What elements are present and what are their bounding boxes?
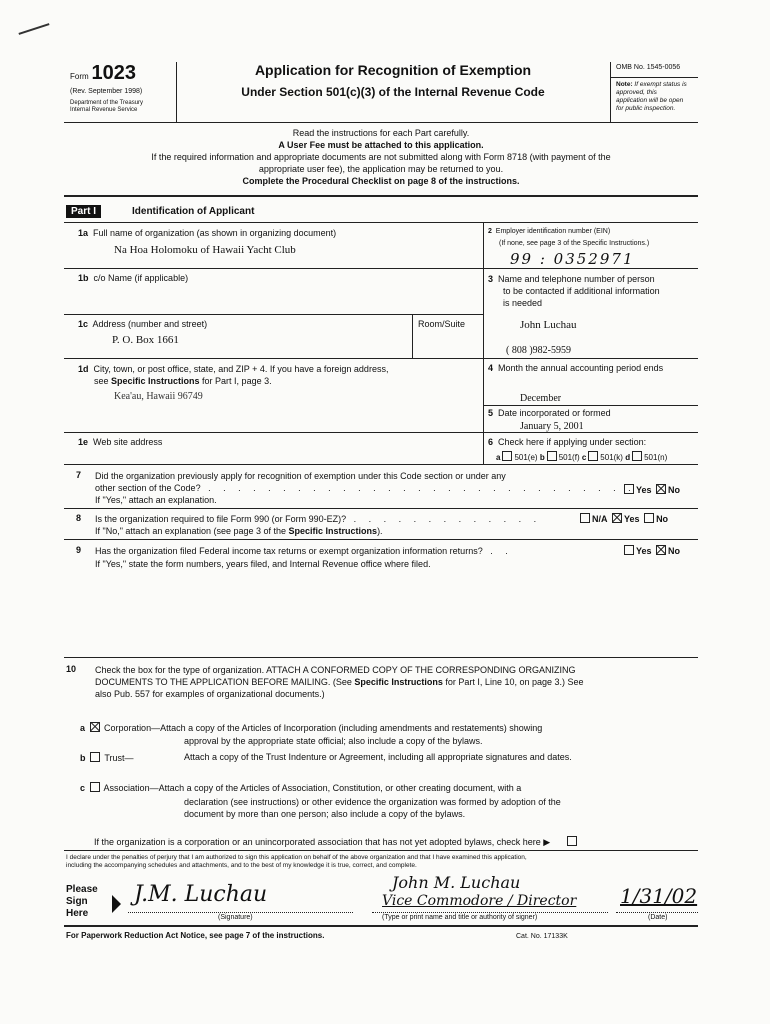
line-5-label: 5 Date incorporated or formed (488, 408, 611, 418)
room-suite-label: Room/Suite (418, 319, 466, 329)
q7-yes-checkbox[interactable] (624, 484, 634, 494)
dept-irs: Internal Revenue Service (70, 107, 138, 113)
declaration: I declare under the penalties of perjury that I am authorized to sign this application on behalf of the above organization and that I have examined this application, including the accompanying schedules and attachments, and to the best of my knowledge it is true, correct, and complete. (66, 854, 527, 869)
line-2-label: 2 Employer identification number (EIN) (488, 228, 611, 235)
checkbox-501e[interactable] (502, 451, 512, 461)
name-title-label: (Type or print name and title or authority of signer) (382, 914, 538, 921)
checkbox-501n[interactable] (632, 451, 642, 461)
public-inspection-note: Note: If exempt status is approved, this application will be open for public inspection. (616, 81, 687, 112)
q9-rule (64, 657, 698, 658)
signature-line (128, 912, 353, 913)
line-6-options: a 501(e) b 501(f) c 501(k) d 501(n) (496, 453, 668, 462)
line-1a-label: 1a Full name of organization (as shown in organizing document) (78, 228, 337, 238)
q10-text: Check the box for the type of organization. ATTACH A CONFORMED COPY OF THE CORRESPONDING ORGANIZING DOCUMENTS TO THE APPLICATION BEFORE MAILING. (See Specific Instructions for Part I, Line 10, on page 3.) See also Pub. 557 for examples of organizational documents.) (95, 665, 584, 699)
stray-mark (18, 23, 49, 35)
line-3-label: 3 Name and telephone number of person to be contacted if additional information is needed (488, 274, 660, 308)
line-6-label: 6 Check here if applying under section: (488, 437, 647, 447)
association-checkbox[interactable] (90, 782, 100, 792)
instr-checklist: Complete the Procedural Checklist on page 8 of the instructions. (242, 176, 520, 186)
part1-rule (64, 222, 698, 223)
row-1d-rule (64, 432, 483, 433)
org-name-value[interactable]: Na Hoa Holomoku of Hawaii Yacht Club (114, 244, 296, 256)
instr-user-fee: A User Fee must be attached to this application. (278, 140, 484, 150)
omb-rule (610, 77, 698, 78)
q7-answers: Yes No (622, 484, 680, 495)
catalog-number: Cat. No. 17133K (516, 933, 568, 940)
date-value[interactable]: 1/31/02 (620, 884, 698, 908)
row-1a-rule (64, 268, 483, 269)
date-line (616, 912, 698, 913)
row-2-rule (483, 268, 698, 269)
form-title: Application for Recognition of Exemption (254, 62, 532, 78)
dept-treasury: Department of the Treasury (70, 100, 144, 106)
form-id-block (70, 62, 136, 85)
instructions-rule (64, 195, 698, 197)
q10-option-b: b Trust— (80, 753, 134, 763)
bylaws-checkbox[interactable] (567, 836, 577, 846)
q7-number: 7 (76, 470, 82, 480)
checkbox-501k[interactable] (588, 451, 598, 461)
q9-number: 9 (76, 545, 82, 555)
incorporated-date-value[interactable]: January 5, 2001 (520, 421, 584, 432)
header-bottom-rule (64, 122, 698, 123)
q8-text: Is the organization required to file Form 990 (or Form 990-EZ)? . . . . . . . . . . . . . If "No," attach an explanation (see page 3 of the Specific Instructions). (95, 514, 542, 536)
corporation-checkbox[interactable] (90, 722, 100, 732)
q10-option-a-cont: approval by the appropriate state official; also include a copy of the bylaws. (184, 736, 483, 746)
row-1e-rule (64, 464, 698, 465)
sign-bottom-rule (64, 925, 698, 927)
paperwork-notice: For Paperwork Reduction Act Notice, see page 7 of the instructions. (66, 931, 325, 940)
date-label: (Date) (648, 914, 668, 921)
q10-option-a: a Corporation—Attach a copy of the Articles of Incorporation (including amendments and restatements) showing (80, 723, 543, 733)
q9-answers: Yes No (622, 545, 680, 556)
row-4-rule (483, 405, 698, 406)
part1-tag: Part I (66, 205, 101, 218)
q8-rule (64, 539, 698, 540)
q10-number: 10 (66, 664, 77, 674)
accounting-month-value[interactable]: December (520, 393, 562, 404)
instructions-block (64, 127, 698, 187)
signature-value[interactable]: J.M. Luchau (134, 882, 268, 907)
line-1e-label: 1e Web site address (78, 437, 163, 447)
room-divider (412, 314, 413, 358)
q9-text: Has the organization filed Federal income tax returns or exempt organization information returns? . . If "Yes," state the form numbers, years filed, and Internal Revenue office where filed. (95, 546, 513, 569)
q8-na-checkbox[interactable] (580, 513, 590, 523)
instr-returned: appropriate user fee), the application may be returned to you. (258, 164, 504, 174)
q8-answers: N/A Yes No (578, 513, 668, 524)
q10-option-b-text: Attach a copy of the Trust Indenture or Agreement, including all appropriate signatures and dates. (184, 752, 572, 762)
instr-required: If the required information and appropriate documents are not submitted along with Form 8718 (with payment of the (151, 152, 611, 162)
header-divider-right (610, 62, 611, 122)
q8-number: 8 (76, 513, 82, 523)
line-1b-label: 1b c/o Name (if applicable) (78, 273, 189, 283)
q7-rule (64, 508, 698, 509)
row-3-rule (483, 358, 698, 359)
bylaws-line: If the organization is a corporation or an unincorporated association that has not yet adopted bylaws, check here ▶ (94, 836, 579, 848)
line-1d-label: 1d City, town, or post office, state, and ZIP + 4. If you have a foreign address, see Specific Instructions for Part I, page 3. (78, 364, 389, 386)
please-sign-here: Please Sign Here (66, 884, 98, 919)
col-divider (483, 222, 484, 464)
city-value[interactable]: Kea'au, Hawaii 96749 (114, 391, 203, 402)
trust-checkbox[interactable] (90, 752, 100, 762)
q7-no-checkbox[interactable] (656, 484, 666, 494)
line-4-label: 4 Month the annual accounting period ends (488, 363, 664, 373)
signer-name-value[interactable]: John M. Luchau (392, 873, 521, 892)
q7-text: Did the organization previously apply for recognition of exemption under this Code section or under any other section of the Code? . . . . . . . . . . . . . . . . . . . . . . . . . . . . . If "Yes," attach an explanation. (95, 471, 636, 505)
contact-name-value[interactable]: John Luchau (520, 319, 577, 331)
form-revision: (Rev. September 1998) (70, 88, 143, 95)
q10-option-c: c Association—Attach a copy of the Articles of Association, Constitution, or other creating document, with a (80, 783, 522, 793)
instr-read: Read the instructions for each Part carefully. (292, 128, 470, 138)
ein-value[interactable]: 99 : 0352971 (510, 250, 635, 268)
q9-no-checkbox[interactable] (656, 545, 666, 555)
part1-title: Identification of Applicant (132, 206, 255, 217)
row-1b-rule (64, 314, 483, 315)
form-word: Form (70, 72, 89, 81)
q10-option-c-cont: declaration (see instructions) or other evidence the organization was formed by adoption of the document by more than one person; also include a copy of the bylaws. (184, 797, 561, 819)
checkbox-501f[interactable] (547, 451, 557, 461)
form-subtitle: Under Section 501(c)(3) of the Internal Revenue Code (241, 85, 545, 99)
row-5-rule (483, 432, 698, 433)
signature-label: (Signature) (218, 914, 253, 921)
sign-arrow-icon (112, 895, 121, 913)
row-1c-rule (64, 358, 483, 359)
line-1c-label: 1c Address (number and street) (78, 319, 208, 329)
q8-no-checkbox[interactable] (644, 513, 654, 523)
line-2-sub: (If none, see page 3 of the Specific Instructions.) (499, 240, 650, 247)
q8-yes-checkbox[interactable] (612, 513, 622, 523)
contact-phone-value[interactable]: ( 808 )982-5959 (506, 345, 571, 356)
omb-number: OMB No. 1545-0056 (616, 64, 681, 71)
q10-rule (64, 850, 698, 851)
name-title-line (372, 912, 608, 913)
q9-yes-checkbox[interactable] (624, 545, 634, 555)
signer-title-value[interactable]: Vice Commodore / Director (382, 893, 577, 909)
address-value[interactable]: P. O. Box 1661 (112, 334, 179, 346)
form-number: 1023 (91, 62, 136, 84)
